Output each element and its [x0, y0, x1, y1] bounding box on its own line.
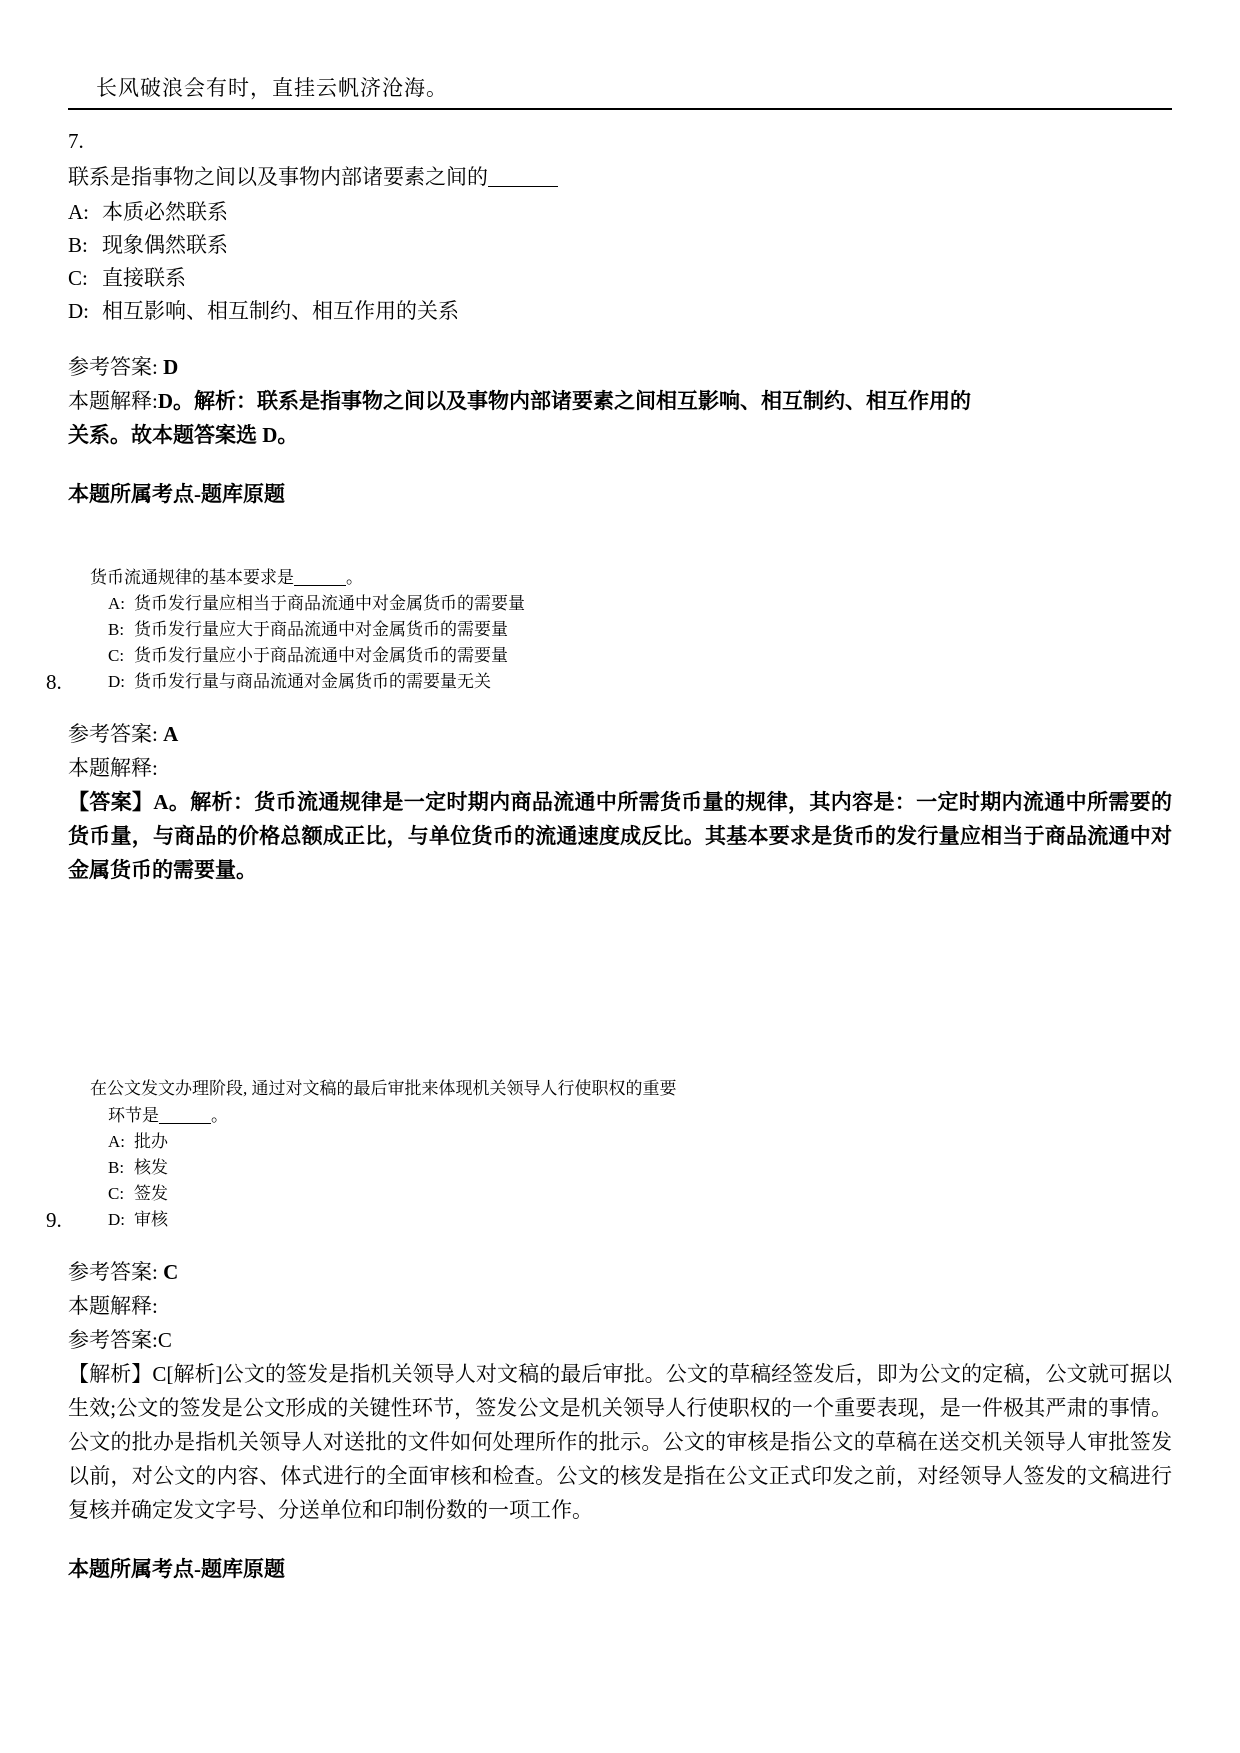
explain-label: 本题解释:: [68, 389, 158, 413]
question-7-option-b[interactable]: [68, 229, 1172, 262]
question-9-explain-head: 本题解释:: [68, 1294, 158, 1318]
question-9-stem-line2: [90, 1102, 1172, 1129]
question-7-stem-text: 联系是指事物之间以及事物内部诸要素之间的: [68, 165, 488, 189]
option-label: A:: [68, 200, 89, 224]
question-9-kaodian: 本题所属考点-题库原题: [68, 1557, 285, 1581]
answer-value: C: [163, 1260, 179, 1284]
question-block-7: [68, 124, 1172, 508]
option-label: B:: [108, 1158, 125, 1177]
option-label: C:: [108, 646, 125, 665]
question-8-stem-text: 货币流通规律的基本要求是: [90, 568, 294, 587]
question-9-number: 9.: [46, 1208, 62, 1232]
option-label: D:: [108, 1210, 125, 1229]
question-8-stem-suffix: 。: [346, 568, 363, 587]
explain-body-text: 关系。故本题答案选 D。: [68, 423, 299, 447]
question-7-explain-head: [68, 384, 1172, 418]
option-text: 本质必然联系: [102, 200, 228, 224]
question-7-option-c[interactable]: [68, 262, 1172, 295]
question-7-explain-body: [68, 418, 1172, 452]
option-label: D:: [108, 672, 125, 691]
question-7-stem: [68, 160, 1172, 194]
option-text: 直接联系: [102, 266, 186, 290]
explain-body-text: 【答案】A。解析：货币流通规律是一定时期内商品流通中所需货币量的规律，其内容是：一定时期内流通中所需要的货币量，与商品的价格总额成正比，与单位货币的流通速度成反比。其基本要求是货币的发行量应相当于商品流通中对金属货币的需要量。: [68, 790, 1172, 882]
option-text: 货币发行量应相当于商品流通中对金属货币的需要量: [134, 594, 525, 613]
option-label: B:: [68, 233, 88, 257]
option-text: 现象偶然联系: [102, 233, 228, 257]
section-gap: [68, 887, 1172, 1019]
question-9-option-c[interactable]: [90, 1181, 1172, 1207]
question-9-stem-line1: 在公文发文办理阶段, 通过对文稿的最后审批来体现机关领导人行使职权的重要: [90, 1079, 677, 1098]
answer-value: A: [163, 722, 179, 746]
answer-label: 参考答案:: [68, 355, 158, 379]
question-8-option-d[interactable]: [46, 669, 1172, 695]
blank-underline: [488, 186, 558, 187]
question-9-stem-line2-text: 环节是: [108, 1106, 159, 1125]
question-8-explain-body: [68, 785, 1172, 887]
answer-value: D: [163, 355, 179, 379]
question-8-option-b[interactable]: [90, 617, 1172, 643]
option-label: A:: [108, 1132, 125, 1151]
blank-underline: [294, 585, 346, 586]
question-8-number: 8.: [46, 670, 62, 694]
question-8-stem: [90, 564, 1172, 591]
option-label: D:: [68, 299, 89, 323]
question-9-option-b[interactable]: [90, 1155, 1172, 1181]
question-7-answer: [68, 350, 1172, 384]
question-9-explain-body: 【解析】C[解析]公文的签发是指机关领导人对文稿的最后审批。公文的草稿经签发后，即为公文的定稿，公文就可据以生效;公文的签发是公文形成的关键性环节，签发公文是机关领导人行使职权的一个重要表现，是一件极其严肃的事情。公文的批办是指机关领导人对送批的文件如何处理所作的批示。公文的审核是指公文的草稿在送交机关领导人审批签发以前，对公文的内容、体式进行的全面审核和检查。公文的核发是指在公文正式印发之前，对经领导人签发的文稿进行复核并确定发文字号、分送单位和印制份数的一项工作。: [68, 1362, 1172, 1522]
option-text: 相互影响、相互制约、相互作用的关系: [102, 299, 459, 323]
option-text: 货币发行量应大于商品流通中对金属货币的需要量: [134, 620, 508, 639]
question-9-option-a[interactable]: [90, 1129, 1172, 1155]
page-header-poem: 长风破浪会有时，直挂云帆济沧海。: [68, 72, 1172, 110]
question-9-answer: [68, 1255, 1172, 1289]
option-text: 签发: [134, 1184, 168, 1203]
option-label: C:: [108, 1184, 125, 1203]
question-8-explain-head: 本题解释:: [68, 756, 158, 780]
answer-label: 参考答案:: [68, 722, 158, 746]
option-text: 货币发行量应小于商品流通中对金属货币的需要量: [134, 646, 508, 665]
question-block-9: [46, 1075, 1172, 1233]
question-8-answer: [68, 717, 1172, 751]
option-label: A:: [108, 594, 125, 613]
question-9-answer-repeat: 参考答案:C: [68, 1328, 172, 1352]
blank-underline: [159, 1123, 211, 1124]
question-7-kaodian: 本题所属考点-题库原题: [68, 482, 285, 506]
question-9-stem-line2-suffix: 。: [211, 1106, 228, 1125]
option-text: 批办: [134, 1132, 168, 1151]
question-7-option-a[interactable]: [68, 196, 1172, 229]
answer-label: 参考答案:: [68, 1260, 158, 1284]
explain-head-text: D。解析：联系是指事物之间以及事物内部诸要素之间相互影响、相互制约、相互作用的: [157, 389, 972, 413]
question-8-option-c[interactable]: [90, 643, 1172, 669]
option-text: 审核: [134, 1210, 168, 1229]
question-block-8: [46, 564, 1172, 695]
question-7-number: 7.: [68, 129, 84, 153]
question-7-option-d[interactable]: [68, 295, 1172, 328]
question-8-option-a[interactable]: [90, 591, 1172, 617]
option-label: B:: [108, 620, 125, 639]
option-label: C:: [68, 266, 88, 290]
question-9-option-d[interactable]: [46, 1207, 1172, 1233]
option-text: 货币发行量与商品流通对金属货币的需要量无关: [134, 672, 491, 691]
option-text: 核发: [134, 1158, 168, 1177]
